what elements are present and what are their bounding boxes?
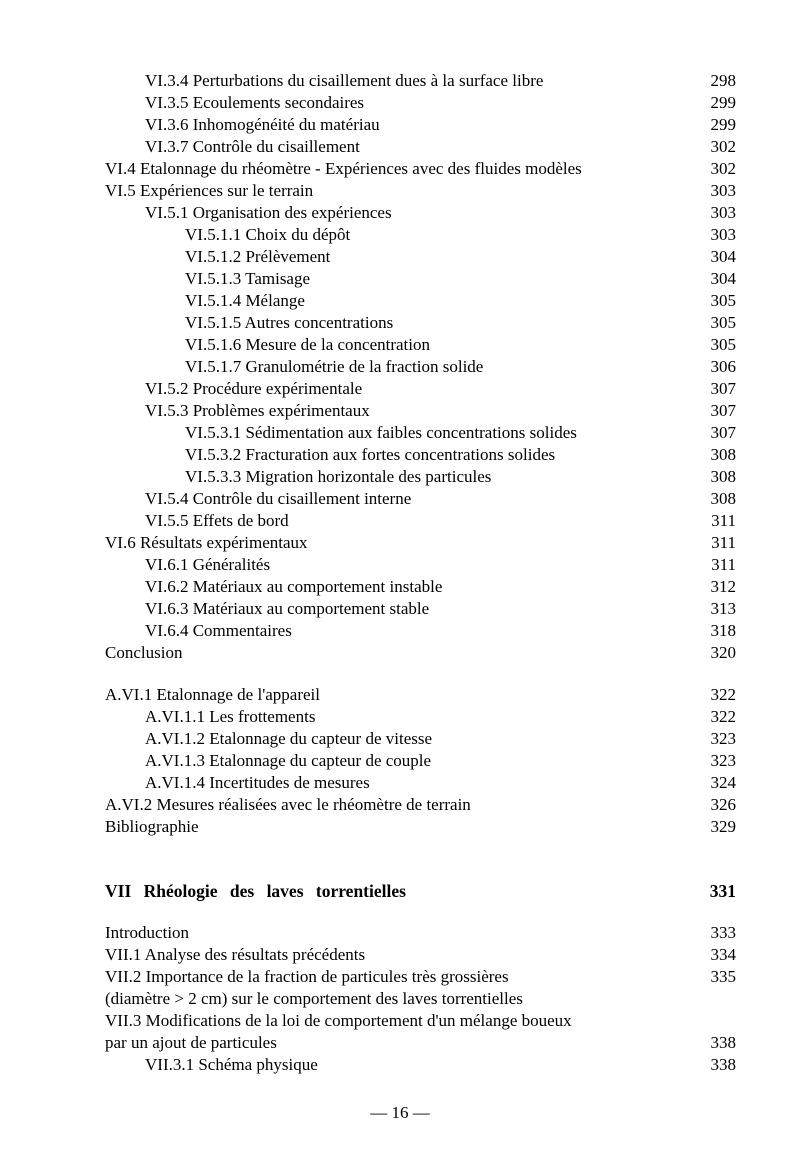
toc-entry <box>105 684 736 706</box>
toc-entry-page: 324 <box>710 773 736 792</box>
toc-entry-page: 299 <box>710 115 736 134</box>
toc-entry-label: VII.3 Modifications de la loi de comportement d'un mélange boueux <box>105 1011 572 1030</box>
toc-entry-label: A.VI.2 Mesures réalisées avec le rhéomètre de terrain <box>105 795 471 814</box>
toc-entry <box>105 202 736 224</box>
toc-entry-label: VI.3.5 Ecoulements secondaires <box>145 93 365 112</box>
toc-entry <box>105 70 736 92</box>
toc-entry <box>105 880 736 902</box>
toc-entry-label: VI.3.7 Contrôle du cisaillement <box>145 137 360 156</box>
toc-entry <box>105 598 736 620</box>
toc-entry-page: 308 <box>710 445 736 464</box>
toc-entry-label: VI.5 Expériences sur le terrain <box>105 181 314 200</box>
toc-entry <box>105 922 736 944</box>
toc-entry-page: 326 <box>710 795 736 814</box>
table-of-contents <box>105 70 736 1076</box>
toc-entry <box>105 554 736 576</box>
toc-entry-label: A.VI.1.2 Etalonnage du capteur de vitesse <box>145 729 433 748</box>
toc-entry-page: 313 <box>710 599 736 618</box>
toc-entry-label: (diamètre > 2 cm) sur le comportement des laves torrentielles <box>105 989 523 1008</box>
toc-entry-label: VI.5.1.4 Mélange <box>185 291 305 310</box>
toc-entry-page: 298 <box>710 71 736 90</box>
toc-entry-page: 311 <box>711 533 736 552</box>
toc-entry-page: 306 <box>710 357 736 376</box>
toc-entry-label: VI.6.3 Matériaux au comportement stable <box>145 599 430 618</box>
toc-entry <box>105 444 736 466</box>
toc-entry <box>105 1032 736 1054</box>
toc-entry-page: 311 <box>711 511 736 530</box>
toc-entry <box>105 136 736 158</box>
toc-entry <box>105 268 736 290</box>
toc-entry-label: VI.5.3 Problèmes expérimentaux <box>145 401 370 420</box>
toc-entry <box>105 312 736 334</box>
toc-entry <box>105 988 736 1010</box>
toc-entry <box>105 400 736 422</box>
toc-entry <box>105 158 736 180</box>
toc-entry-page: 299 <box>710 93 736 112</box>
toc-entry-page: 338 <box>710 1033 736 1052</box>
toc-entry <box>105 794 736 816</box>
toc-entry-page: 331 <box>709 881 736 901</box>
toc-entry-label: VI.5.1.6 Mesure de la concentration <box>185 335 430 354</box>
toc-entry-label: VI.3.6 Inhomogénéité du matériau <box>145 115 380 134</box>
toc-entry <box>105 180 736 202</box>
toc-entry <box>105 92 736 114</box>
toc-entry-label: VI.5.3.3 Migration horizontale des particules <box>185 467 492 486</box>
toc-entry-label: VII.3.1 Schéma physique <box>145 1055 318 1074</box>
toc-entry-page: 304 <box>710 247 736 266</box>
toc-entry-page: 323 <box>710 729 736 748</box>
toc-entry-label: VI.5.1.1 Choix du dépôt <box>185 225 351 244</box>
toc-entry <box>105 576 736 598</box>
page-number-footer: — 16 — <box>370 1103 430 1122</box>
toc-entry-label: VII Rhéologie des laves torrentielles <box>105 881 406 901</box>
toc-entry <box>105 334 736 356</box>
toc-entry-page: 304 <box>710 269 736 288</box>
toc-entry <box>105 224 736 246</box>
toc-entry-label: VI.5.1.7 Granulométrie de la fraction solide <box>185 357 484 376</box>
toc-entry-page: 334 <box>710 945 736 964</box>
toc-entry-page: 305 <box>710 313 736 332</box>
toc-entry-label: VI.5.1 Organisation des expériences <box>145 203 392 222</box>
toc-entry <box>105 290 736 312</box>
toc-entry <box>105 246 736 268</box>
toc-entry-page: 338 <box>710 1055 736 1074</box>
toc-entry-page: 318 <box>710 621 736 640</box>
toc-entry-label: A.VI.1 Etalonnage de l'appareil <box>105 685 321 704</box>
toc-entry-label: par un ajout de particules <box>105 1033 277 1052</box>
toc-entry-label: VI.5.1.3 Tamisage <box>185 269 311 288</box>
toc-entry <box>105 378 736 400</box>
toc-entry-label: VI.5.1.5 Autres concentrations <box>185 313 394 332</box>
toc-entry-label: VI.3.4 Perturbations du cisaillement dues à la surface libre <box>145 71 544 90</box>
toc-entry <box>105 488 736 510</box>
toc-entry-page: 303 <box>710 181 736 200</box>
toc-entry-page: 302 <box>710 159 736 178</box>
toc-entry <box>105 772 736 794</box>
toc-entry <box>105 966 736 988</box>
toc-entry <box>105 356 736 378</box>
toc-entry-label: A.VI.1.3 Etalonnage du capteur de couple <box>145 751 432 770</box>
toc-entry-page: 333 <box>710 923 736 942</box>
toc-entry-label: VI.5.3.1 Sédimentation aux faibles concentrations solides <box>185 423 577 442</box>
toc-entry-label: Bibliographie <box>105 817 199 836</box>
toc-entry-page: 307 <box>710 379 736 398</box>
toc-entry-page: 303 <box>710 203 736 222</box>
toc-entry-label: Conclusion <box>105 643 183 662</box>
toc-entry-label: VI.5.5 Effets de bord <box>145 511 289 530</box>
toc-entry-page: 323 <box>710 751 736 770</box>
toc-entry-label: VI.6.1 Généralités <box>145 555 271 574</box>
toc-entry <box>105 532 736 554</box>
toc-entry-label: VII.2 Importance de la fraction de particules très grossières <box>105 967 509 986</box>
toc-entry-page: 322 <box>710 685 736 704</box>
toc-entry <box>105 944 736 966</box>
toc-entry-page: 335 <box>710 967 736 986</box>
toc-entry <box>105 1010 736 1032</box>
toc-entry-page: 308 <box>710 489 736 508</box>
toc-entry <box>105 1054 736 1076</box>
toc-entry-page: 320 <box>710 643 736 662</box>
toc-entry-label: VI.6 Résultats expérimentaux <box>105 533 308 552</box>
toc-entry <box>105 510 736 532</box>
toc-entry-page: 329 <box>710 817 736 836</box>
toc-entry-label: VI.6.2 Matériaux au comportement instable <box>145 577 443 596</box>
toc-entry-page: 308 <box>710 467 736 486</box>
toc-entry <box>105 816 736 838</box>
toc-entry-page: 303 <box>710 225 736 244</box>
toc-entry-page: 302 <box>710 137 736 156</box>
toc-entry-page: 307 <box>710 423 736 442</box>
toc-entry <box>105 750 736 772</box>
toc-entry-label: Introduction <box>105 923 190 942</box>
toc-entry-label: VI.4 Etalonnage du rhéomètre - Expériences avec des fluides modèles <box>105 159 582 178</box>
toc-entry <box>105 728 736 750</box>
toc-entry-page: 307 <box>710 401 736 420</box>
toc-entry <box>105 422 736 444</box>
toc-entry-label: VI.5.4 Contrôle du cisaillement interne <box>145 489 412 508</box>
toc-entry <box>105 620 736 642</box>
toc-entry-label: A.VI.1.4 Incertitudes de mesures <box>145 773 370 792</box>
toc-entry-page: 312 <box>710 577 736 596</box>
toc-entry-label: VI.5.2 Procédure expérimentale <box>145 379 363 398</box>
toc-entry-label: VII.1 Analyse des résultats précédents <box>105 945 366 964</box>
toc-entry-label: VI.5.1.2 Prélèvement <box>185 247 331 266</box>
toc-entry-page: 305 <box>710 291 736 310</box>
toc-entry-label: A.VI.1.1 Les frottements <box>145 707 316 726</box>
toc-entry-page: 305 <box>710 335 736 354</box>
toc-entry <box>105 642 736 664</box>
toc-entry <box>105 114 736 136</box>
toc-entry-page: 311 <box>711 555 736 574</box>
toc-entry <box>105 466 736 488</box>
toc-entry-label: VI.6.4 Commentaires <box>145 621 292 640</box>
toc-entry <box>105 706 736 728</box>
toc-entry-page: 322 <box>710 707 736 726</box>
toc-entry-label: VI.5.3.2 Fracturation aux fortes concentrations solides <box>185 445 556 464</box>
